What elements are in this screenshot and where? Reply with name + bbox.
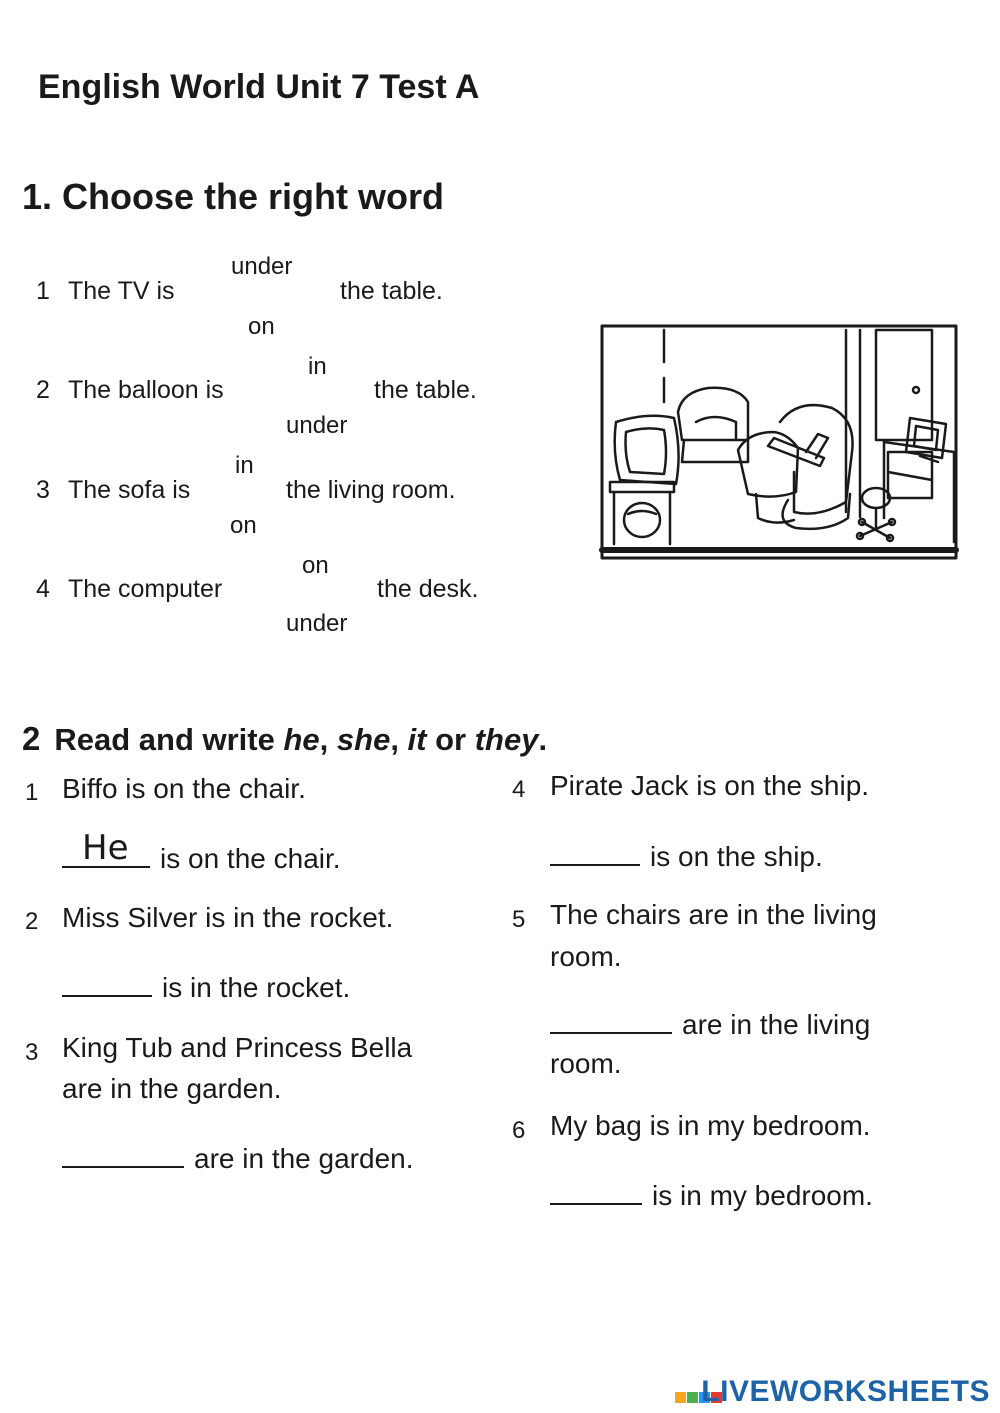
answer-text: He [82, 828, 129, 868]
sentence-start: The balloon is [68, 376, 224, 404]
sentence: Biffo is on the chair. [62, 773, 306, 804]
item-number: 3 [36, 476, 50, 504]
answer-line: is in my bedroom. [550, 1175, 873, 1212]
brand-text: LIVEWORKSHEETS [701, 1375, 990, 1408]
option-in[interactable]: in [235, 452, 254, 479]
answer-line: He is on the chair. [62, 838, 341, 875]
sentence-end: the living room. [286, 476, 456, 504]
option-on[interactable]: on [248, 313, 275, 340]
section-1-heading: 1. Choose the right word [22, 176, 445, 217]
answer-input[interactable] [550, 836, 640, 866]
item-number: 4 [36, 575, 50, 603]
option-under[interactable]: under [286, 610, 348, 637]
option-in[interactable]: in [308, 353, 327, 380]
answer-input[interactable] [550, 1175, 642, 1205]
item-number: 1 [36, 277, 50, 305]
sentence: Pirate Jack is on the ship. [550, 770, 870, 801]
answer-input[interactable] [62, 828, 150, 868]
sentence-line-2: room. [550, 941, 622, 972]
item-number: 2 [25, 908, 39, 935]
option-under[interactable]: under [231, 253, 293, 280]
sentence: My bag is in my bedroom. [550, 1110, 871, 1141]
section-2-heading: 2 Read and write he, she, it or they. [22, 720, 548, 757]
answer-line: is in the rocket. [62, 967, 350, 1004]
item-number: 2 [36, 376, 50, 404]
answer-line-2: room. [550, 1048, 622, 1079]
sentence-line-1: The chairs are in the living [550, 899, 877, 930]
answer-line: are in the living [550, 1004, 870, 1041]
option-under[interactable]: under [286, 412, 348, 439]
sentence-end: the table. [340, 277, 443, 305]
item-number: 4 [512, 776, 526, 803]
item-number: 3 [25, 1039, 39, 1066]
answer-line: is on the ship. [550, 836, 823, 873]
answer-line: are in the garden. [62, 1138, 414, 1175]
answer-input[interactable] [550, 1004, 672, 1034]
page-title: English World Unit 7 Test A [38, 68, 480, 106]
sentence-start: The sofa is [68, 476, 191, 504]
item-number: 5 [512, 906, 526, 933]
answer-input[interactable] [62, 967, 152, 997]
option-on[interactable]: on [230, 512, 257, 539]
item-number: 1 [25, 779, 39, 806]
liveworksheets-icon [675, 1378, 699, 1402]
answer-input[interactable] [62, 1138, 184, 1168]
sentence-line-2: are in the garden. [62, 1073, 282, 1104]
sentence-start: The computer [68, 575, 223, 603]
option-on[interactable]: on [302, 552, 329, 579]
section-number: 2 [22, 720, 41, 757]
sentence-end: the desk. [377, 575, 479, 603]
liveworksheets-logo [675, 1375, 990, 1409]
sentence-line-1: King Tub and Princess Bella [62, 1032, 413, 1063]
sentence-start: The TV is [68, 277, 175, 305]
sentence-end: the table. [374, 376, 477, 404]
sentence: Miss Silver is in the rocket. [62, 902, 394, 933]
living-room-illustration [598, 322, 960, 567]
item-number: 6 [512, 1117, 526, 1144]
